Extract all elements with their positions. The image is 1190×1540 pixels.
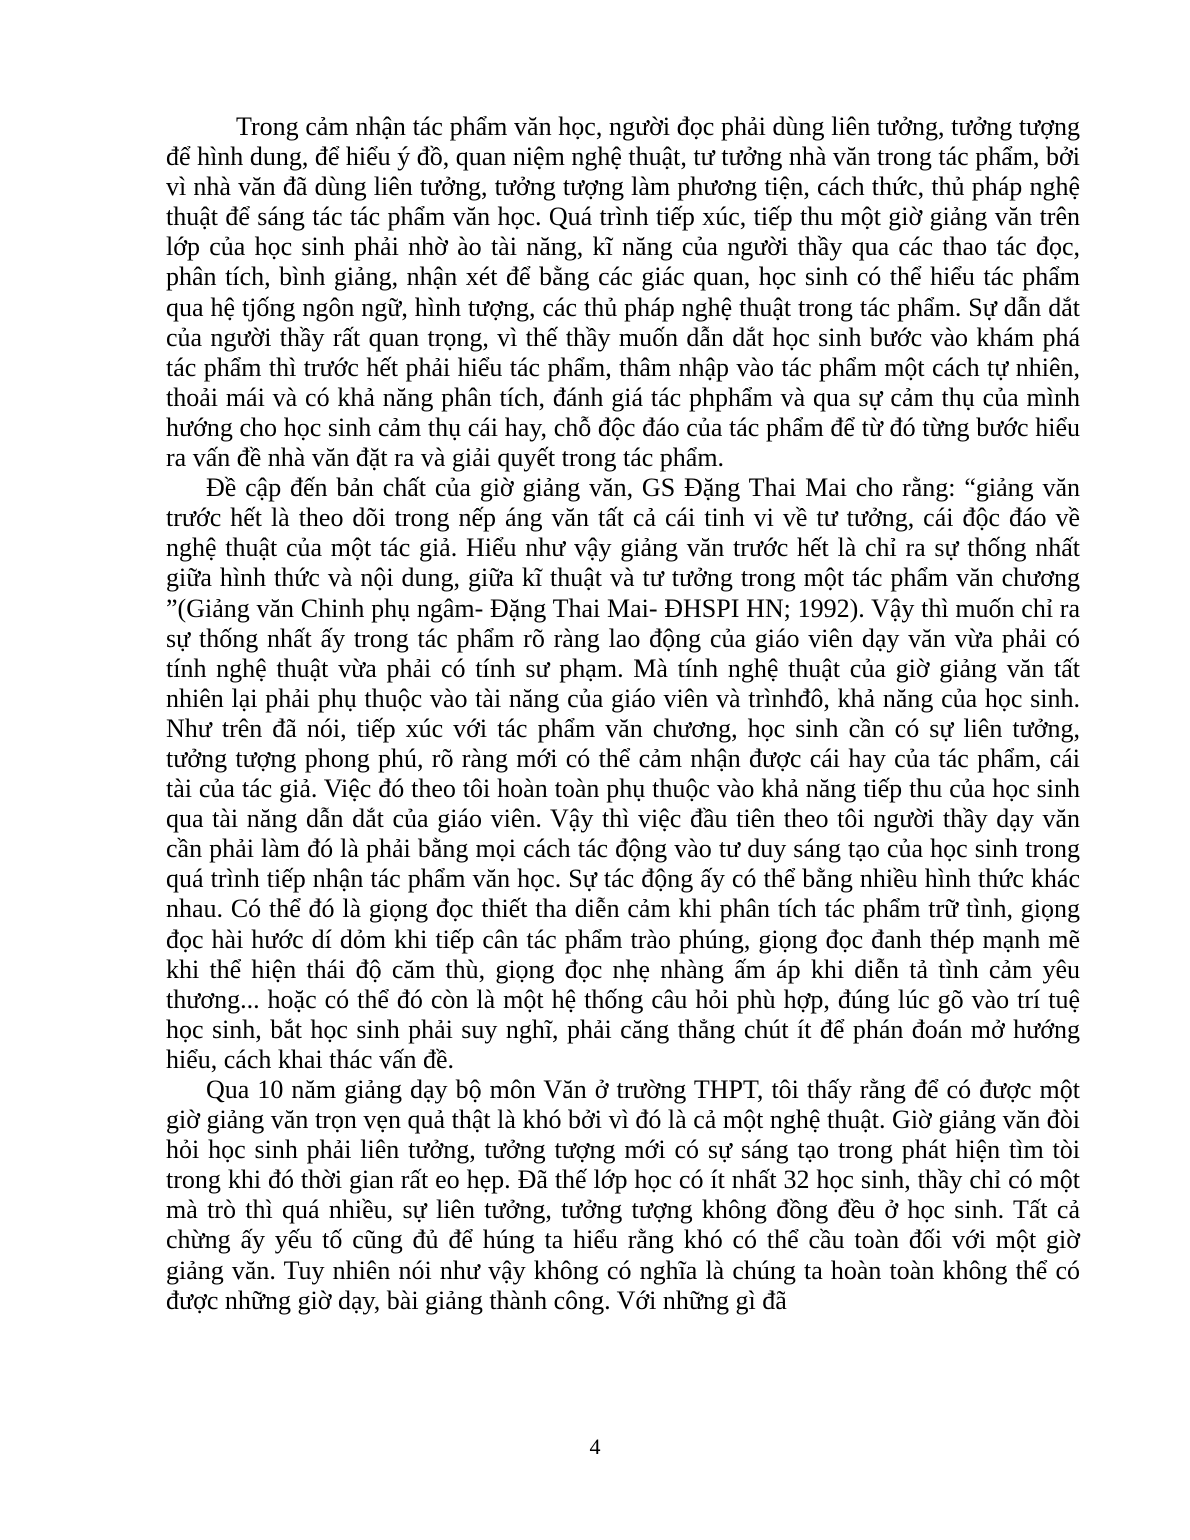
paragraph-3: Qua 10 năm giảng dạy bộ môn Văn ở trường THPT, tôi thấy rằng để có được một giờ giảng văn trọn vẹn quả thật là khó bởi vì đó là cả một nghệ thuật. Giờ giảng văn đòi hỏi học sinh phải liên tưởng, tưởng tượng mới có sự sáng tạo trong phát hiện tìm tòi trong khi đó thời gian rất eo hẹp. Đã thế lớp học có ít nhất 32 học sinh, thầy chỉ có một mà trò thì quá nhiều, sự liên tưởng, tưởng tượng không đồng đều ở học sinh. Tất cả chừng ấy yếu tố cũng đủ để húng ta hiểu rằng khó có thể cầu toàn đối với một giờ giảng văn. Tuy nhiên nói như vậy không có nghĩa là chúng ta hoàn toàn không thể có được những giờ dạy, bài giảng thành công. Với những gì đã	[166, 1075, 1080, 1315]
body-text	[166, 112, 1080, 1316]
page-number: 4	[589, 1434, 601, 1459]
paragraph-1: Trong cảm nhận tác phẩm văn học, người đọc phải dùng liên tưởng, tưởng tượng để hình dung, để hiểu ý đồ, quan niệm nghệ thuật, tư tưởng nhà văn trong tác phẩm, bởi vì nhà văn đã dùng liên tưởng, tưởng tượng làm phương tiện, cách thức, thủ pháp nghệ thuật để sáng tác tác phẩm văn học. Quá trình tiếp xúc, tiếp thu một giờ giảng văn trên lớp của học sinh phải nhờ ào tài năng, kĩ năng của người thầy qua các thao tác đọc, phân tích, bình giảng, nhận xét để bằng các giác quan, học sinh có thể hiểu tác phẩm qua hệ tjống ngôn ngữ, hình tượng, các thủ pháp nghệ thuật trong tác phẩm. Sự dẫn dắt của người thầy rất quan trọng, vì thế thầy muốn dẫn dắt học sinh bước vào khám phá tác phẩm thì trước hết phải hiểu tác phẩm, thâm nhập vào tác phẩm một cách tự nhiên, thoải mái và có khả năng phân tích, đánh giá tác phphẩm và qua sự cảm thụ của mình hướng cho học sinh cảm thụ cái hay, chỗ độc đáo của tác phẩm để từ đó từng bước hiểu ra vấn đề nhà văn đặt ra và giải quyết trong tác phẩm.	[166, 112, 1080, 473]
paragraph-2: Đề cập đến bản chất của giờ giảng văn, GS Đặng Thai Mai cho rằng: “giảng văn trước hết là theo dõi trong nếp áng văn tất cả cái tinh vi về tư tưởng, cái độc đáo về nghệ thuật của một tác giả. Hiểu như vậy giảng văn trước hết là chỉ ra sự thống nhất giữa hình thức và nội dung, giữa kĩ thuật và tư tưởng trong một tác phẩm văn chương ”(Giảng văn Chinh phụ ngâm- Đặng Thai Mai- ĐHSPI HN; 1992). Vậy thì muốn chỉ ra sự thống nhất ấy trong tác phẩm rõ ràng lao động của giáo viên dạy văn vừa phải có tính nghệ thuật vừa phải có tính sư phạm. Mà tính nghệ thuật của giờ giảng văn tất nhiên lại phải phụ thuộc vào tài năng của giáo viên và trìnhđô, khả năng của học sinh. Như trên đã nói, tiếp xúc với tác phẩm văn chương, học sinh cần có sự liên tưởng, tưởng tượng phong phú, rõ ràng mới có thể cảm nhận được cái hay của tác phẩm, cái tài của tác giả. Việc đó theo tôi hoàn toàn phụ thuộc vào khả năng tiếp thu của học sinh qua tài năng dẫn dắt của giáo viên. Vậy thì việc đầu tiên theo tôi người thầy dạy văn cần phải làm đó là phải bằng mọi cách tác động vào tư duy sáng tạo của học sinh trong quá trình tiếp nhận tác phẩm văn học. Sự tác động ấy có thể bằng nhiều hình thức khác nhau. Có thể đó là giọng đọc thiết tha diễn cảm khi phân tích tác phẩm trữ tình, giọng đọc hài hước dí dỏm khi tiếp cân tác phẩm trào phúng, giọng đọc đanh thép mạnh mẽ khi thể hiện thái độ căm thù, giọng đọc nhẹ nhàng ấm áp khi diễn tả tình cảm yêu thương... hoặc có thể đó còn là một hệ thống câu hỏi phù hợp, đúng lúc gõ vào trí tuệ học sinh, bắt học sinh phải suy nghĩ, phải căng thẳng chút ít để phán đoán mở hướng hiểu, cách khai thác vấn đề.	[166, 473, 1080, 1074]
